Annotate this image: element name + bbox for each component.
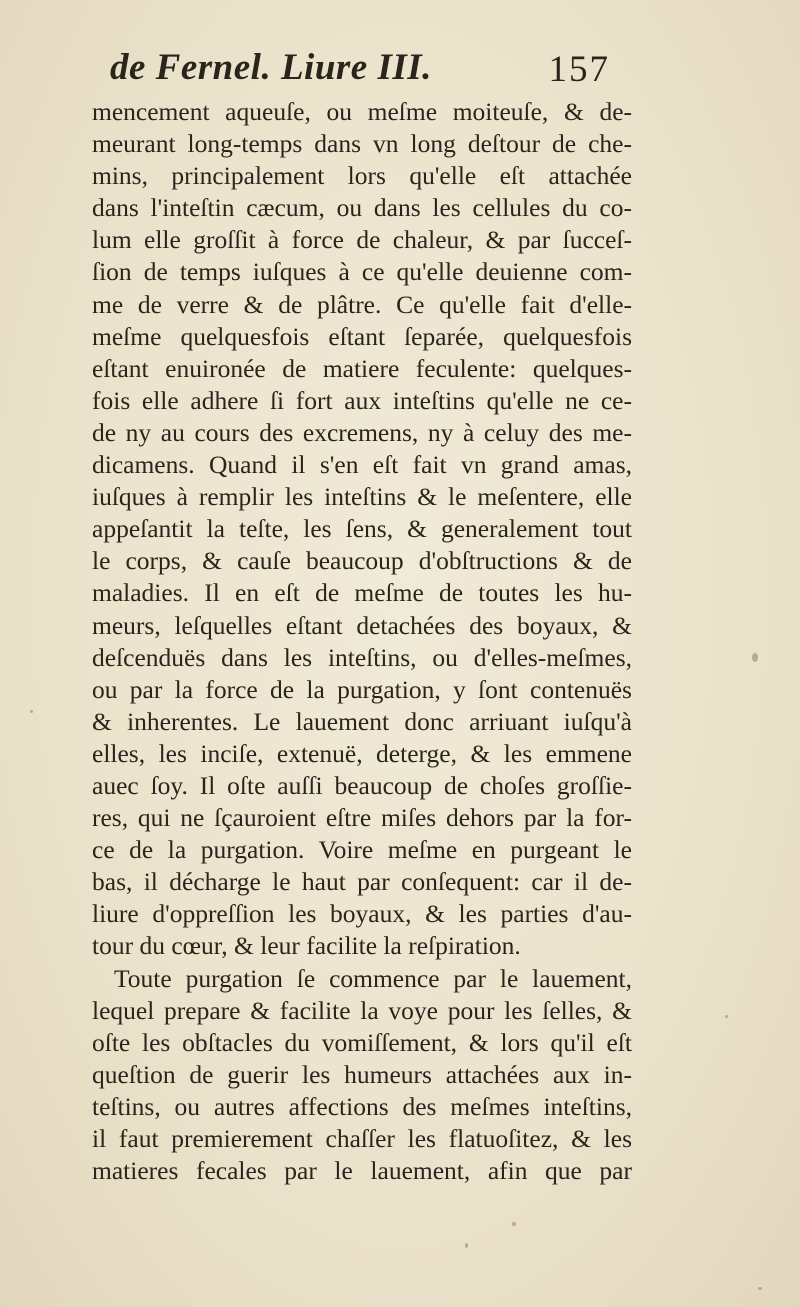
text-line: dans l'inteſtin cæcum, ou dans les cellules du co-	[92, 193, 632, 223]
body-text	[92, 96, 632, 1187]
text-line: queſtion de guerir les humeurs attachées aux in-	[92, 1059, 632, 1089]
text-line: & inherentes. Le lauement donc arriuant iuſqu'à	[92, 706, 632, 736]
text-line: eſtant enuironée de matiere feculente: quelques-	[92, 353, 632, 383]
text-line: dicamens. Quand il s'en eſt fait vn grand amas,	[92, 450, 632, 480]
text-line: oſte les obſtacles du vomiſſement, & lors qu'il eſt	[92, 1027, 632, 1057]
text-line: bas, il décharge le haut par conſequent: car il de-	[92, 867, 632, 897]
page-number: 157	[548, 49, 610, 90]
text-line: lequel prepare & facilite la voye pour les ſelles, &	[92, 995, 632, 1025]
text-line: mencement aqueuſe, ou meſme moiteuſe, & de-	[92, 97, 632, 126]
text-line: auec ſoy. Il oſte auſſi beaucoup de choſes groſſie-	[92, 770, 632, 800]
text-line: mins, principalement lors qu'elle eſt attachée	[92, 161, 632, 191]
text-line: iuſques à remplir les inteſtins & le meſentere, elle	[92, 482, 632, 512]
paper-speck	[725, 1015, 728, 1018]
text-line: teſtins, ou autres affections des meſmes inteſtins,	[92, 1091, 632, 1121]
text-line: Toute purgation ſe commence par le lauement,	[114, 963, 632, 993]
text-line: ſion de temps iuſques à ce qu'elle deuienne com-	[92, 257, 632, 287]
text-line: deſcenduës dans les inteſtins, ou d'elles-meſmes,	[92, 642, 632, 672]
paper-speck	[512, 1222, 516, 1226]
text-line: fois elle adhere ſi fort aux inteſtins qu'elle ne ce-	[92, 385, 632, 415]
running-head: de Fernel. Liure III.	[110, 47, 432, 88]
text-line: lum elle groſſit à force de chaleur, & par ſucceſ-	[92, 225, 632, 255]
page-header	[110, 40, 610, 100]
text-line: ce de la purgation. Voire meſme en purgeant le	[92, 835, 632, 865]
text-line: tour du cœur, & leur facilite la reſpiration.	[92, 931, 521, 961]
text-line: appeſantit la teſte, les ſens, & generalement tout	[92, 514, 632, 544]
text-line: il faut premierement chaſſer les flatuoſitez, & les	[92, 1124, 632, 1153]
text-line: meſme quelquesfois eſtant ſeparée, quelquesfois	[92, 321, 632, 351]
text-line: de ny au cours des excremens, ny à celuy des me-	[92, 417, 632, 447]
text-line: elles, les inciſe, extenuë, deterge, & les emmene	[92, 738, 632, 768]
text-line: res, qui ne ſçauroient eſtre miſes dehors par la for-	[92, 803, 632, 833]
text-line: meurs, leſquelles eſtant detachées des boyaux, &	[92, 610, 632, 640]
text-line: meurant long-temps dans vn long deſtour de che-	[92, 129, 632, 159]
text-line: le corps, & cauſe beaucoup d'obſtructions & de	[92, 546, 632, 576]
paper-speck	[752, 653, 758, 662]
text-line: liure d'oppreſſion les boyaux, & les parties d'au-	[92, 899, 632, 929]
text-line: me de verre & de plâtre. Ce qu'elle fait d'elle-	[92, 289, 632, 319]
text-line: ou par la force de la purgation, y ſont contenuës	[92, 674, 632, 704]
paper-speck	[758, 1287, 762, 1290]
text-line: maladies. Il en eſt de meſme de toutes les hu-	[92, 578, 632, 608]
paper-speck	[465, 1243, 468, 1248]
paper-speck	[30, 710, 33, 713]
text-line: matieres fecales par le lauement, afin que par	[92, 1156, 632, 1186]
